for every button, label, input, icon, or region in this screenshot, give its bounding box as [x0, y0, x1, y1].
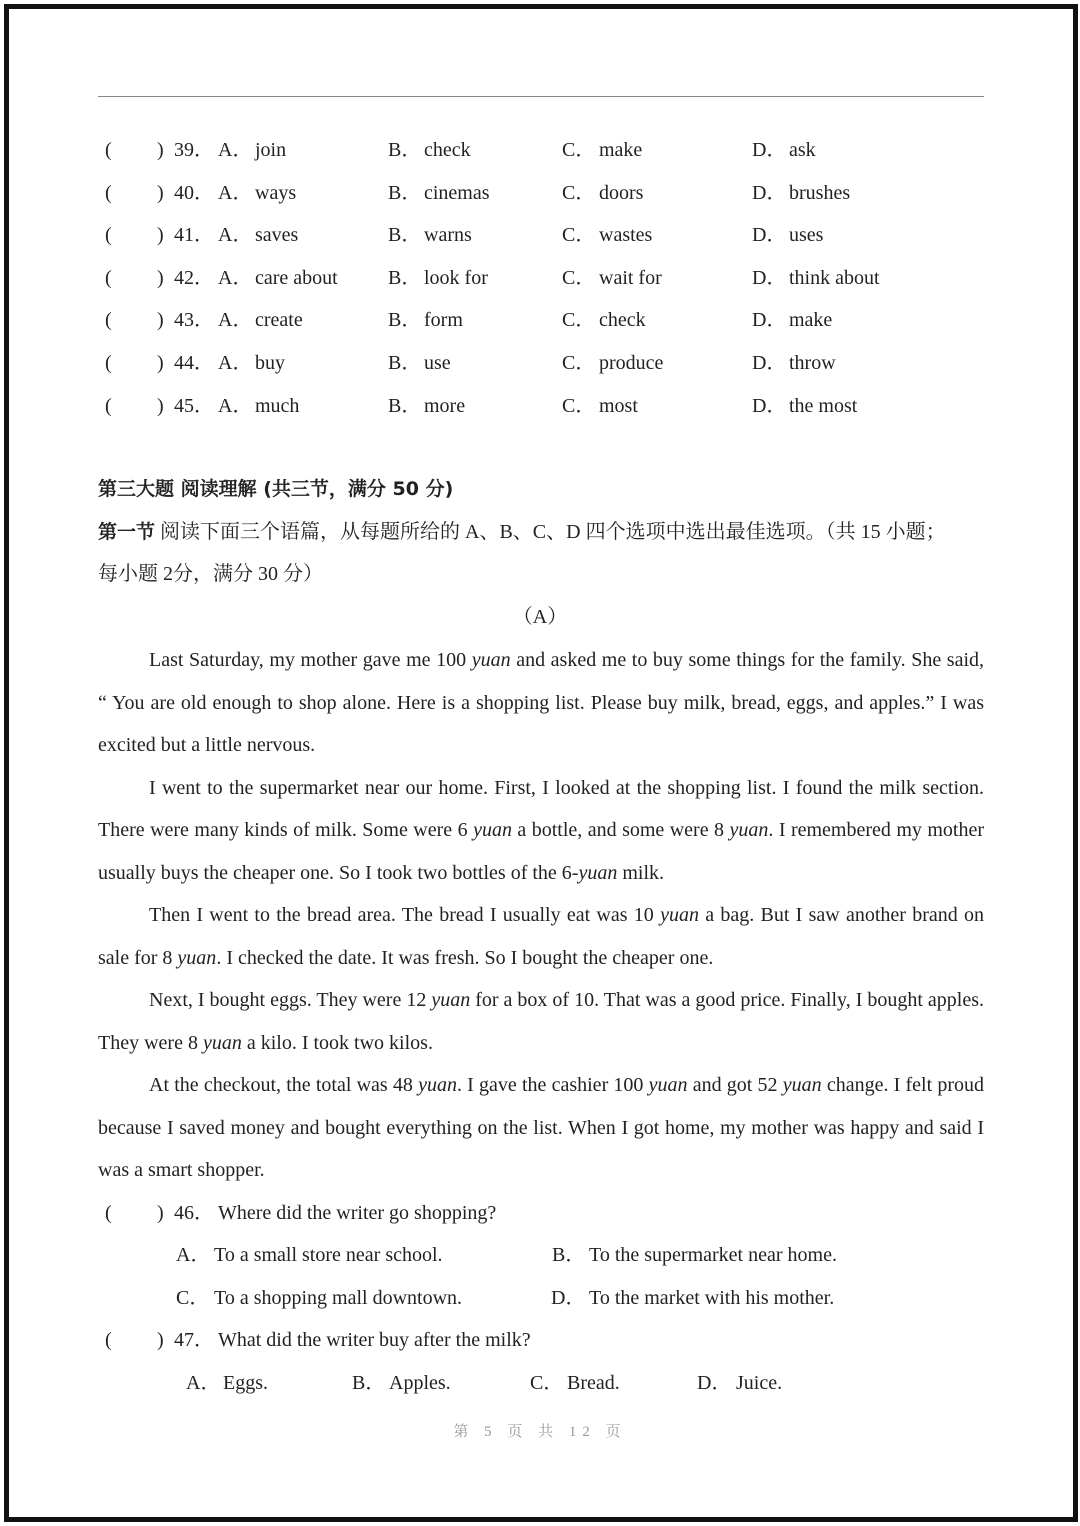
option-d: make — [789, 309, 833, 332]
option-row — [0, 129, 1080, 171]
question-text: What did the writer buy after the milk? — [218, 1329, 531, 1351]
option-letter: D． — [752, 139, 787, 161]
option-letter: A． — [176, 1244, 211, 1266]
answer-blank-close: ) — [157, 266, 164, 289]
paragraph — [98, 639, 984, 767]
section-instructions — [98, 511, 998, 554]
text-segment: a kilo. I took two kilos. — [241, 1031, 433, 1054]
option-a: ways — [255, 181, 297, 204]
currency-word: yuan — [660, 904, 699, 926]
answer-blank-open[interactable]: ( — [105, 309, 112, 332]
answer-blank-open[interactable]: ( — [105, 181, 112, 204]
question-number: 43． — [174, 309, 214, 332]
text-segment: At the checkout, the total was 48 — [149, 1074, 419, 1096]
currency-word: yuan — [177, 946, 217, 969]
option-row — [0, 299, 1080, 341]
question-number: 45． — [174, 394, 214, 417]
answer-blank-open[interactable]: ( — [105, 224, 112, 247]
answer-blank-open[interactable]: ( — [105, 1202, 112, 1224]
option-c: check — [599, 309, 646, 332]
paragraph — [98, 1064, 984, 1192]
answer-blank-open[interactable]: ( — [105, 394, 112, 417]
option-b: look for — [424, 266, 488, 289]
question-number: 46． — [174, 1202, 214, 1224]
text-segment: Last Saturday, my mother gave me 100 — [149, 649, 472, 671]
question-number: 40． — [174, 181, 214, 204]
option-row — [0, 385, 1080, 427]
option-letter: A． — [218, 224, 253, 247]
currency-word: yuan — [473, 819, 512, 841]
option-letter: B． — [388, 309, 422, 332]
option-letter: C． — [562, 266, 596, 289]
option-d: the most — [789, 394, 858, 417]
answer-blank-open[interactable]: ( — [105, 352, 112, 374]
answer-blank-close: ) — [157, 1202, 164, 1224]
option-letter: B． — [388, 181, 422, 204]
option-d: ask — [789, 139, 816, 161]
option-c: wastes — [599, 224, 653, 247]
answer-blank-close: ) — [157, 1329, 164, 1351]
option-c: wait for — [599, 266, 662, 289]
option-letter: B． — [388, 352, 422, 374]
option-a: care about — [255, 266, 338, 289]
option-text: Eggs. — [223, 1372, 268, 1394]
option-letter: C． — [530, 1372, 564, 1394]
question-row — [0, 1319, 1080, 1361]
option-letter: D． — [697, 1372, 732, 1394]
currency-word: yuan — [202, 1031, 242, 1054]
option-text: To a shopping mall downtown. — [214, 1287, 463, 1309]
question-number: 44． — [174, 352, 214, 374]
currency-word: yuan — [431, 989, 471, 1011]
currency-word: yuan — [471, 649, 511, 671]
option-letter: D． — [752, 266, 787, 289]
text-segment: milk. — [617, 861, 665, 884]
text-segment: . I remembered my mother usually buys the cheaper one. So I took two bottles of the 6- — [98, 819, 985, 884]
question-row — [0, 1192, 1080, 1234]
text-segment: . I gave the cashier 100 — [456, 1074, 649, 1096]
option-letter: C． — [562, 394, 596, 417]
option-text: To the market with his mother. — [589, 1287, 835, 1309]
answer-blank-close: ) — [157, 394, 164, 417]
sub-section-label: 第一节 — [98, 521, 156, 543]
option-letter: B． — [388, 139, 422, 161]
option-row — [0, 342, 1080, 384]
option-d: uses — [789, 224, 824, 247]
header-rule — [98, 96, 984, 97]
option-text: To the supermarket near home. — [589, 1244, 837, 1266]
option-a: saves — [255, 224, 299, 247]
answer-blank-close: ) — [157, 309, 164, 332]
answer-blank-open[interactable]: ( — [105, 1329, 112, 1351]
option-text: To a small store near school. — [214, 1244, 443, 1266]
option-text: Juice. — [736, 1372, 783, 1394]
option-b: form — [424, 309, 463, 332]
option-letter: A． — [218, 181, 253, 204]
option-letter: D． — [752, 224, 787, 247]
option-letter: B． — [388, 394, 422, 417]
paragraph — [98, 894, 984, 979]
answer-blank-close: ) — [157, 181, 164, 204]
text-segment: Then I went to the bread area. The bread I usually eat was 10 — [149, 904, 661, 926]
option-letter: B． — [388, 224, 422, 247]
option-row — [0, 214, 1080, 256]
option-d: throw — [789, 352, 836, 374]
option-letter: C． — [562, 181, 596, 204]
passage-a — [98, 639, 984, 1192]
option-letter: A． — [218, 394, 253, 417]
question-number: 39． — [174, 139, 214, 161]
option-letter: A． — [186, 1372, 221, 1394]
option-letter: D． — [551, 1287, 586, 1309]
option-letter: C． — [562, 309, 596, 332]
answer-blank-open[interactable]: ( — [105, 139, 112, 161]
option-text: Apples. — [389, 1372, 451, 1394]
paragraph — [98, 767, 984, 895]
option-d: think about — [789, 266, 880, 289]
currency-word: yuan — [418, 1074, 457, 1096]
paragraph — [98, 979, 984, 1064]
text-segment: Next, I bought eggs. They were 12 — [149, 989, 432, 1011]
option-letter: B． — [352, 1372, 386, 1394]
currency-word: yuan — [578, 861, 618, 884]
option-letter: D． — [752, 352, 787, 374]
answer-blank-close: ) — [157, 352, 164, 374]
text-segment: and asked me to buy some things for the family. She said, “ You are old enough to shop alone. Here is a shopping list. Please buy milk, bread, eggs, and apples.” I was excited but a little nervous. — [98, 649, 985, 756]
currency-word: yuan — [782, 1074, 822, 1096]
option-a: create — [255, 309, 303, 332]
question-number: 47． — [174, 1329, 214, 1351]
option-letter: C． — [562, 224, 596, 247]
text-segment: a bottle, and some were 8 — [511, 819, 730, 841]
options-row — [0, 1362, 1080, 1404]
currency-word: yuan — [729, 819, 769, 841]
options-row — [0, 1234, 1080, 1276]
option-letter: C． — [562, 352, 596, 374]
option-text: Bread. — [567, 1372, 620, 1394]
text-segment: a bag. But I saw another brand on sale for 8 — [98, 904, 985, 969]
option-a: much — [255, 394, 300, 417]
answer-blank-open[interactable]: ( — [105, 266, 112, 289]
instructions-line: 阅读下面三个语篇，从每题所给的 A、B、C、D 四个选项中选出最佳选项。（共 15 小题； — [160, 521, 946, 543]
option-letter: D． — [752, 181, 787, 204]
option-b: use — [424, 352, 451, 374]
page-footer: 第 5 页 共 12 页 — [453, 1424, 627, 1440]
text-segment: change. I felt proud because I saved money and bought everything on the list. When I got home, my mother was happy and said I was a smart shopper. — [98, 1074, 985, 1181]
question-number: 41． — [174, 224, 214, 247]
text-segment: . I checked the date. It was fresh. So I bought the cheaper one. — [216, 946, 714, 969]
option-letter: C． — [562, 139, 596, 161]
answer-blank-close: ) — [157, 224, 164, 247]
option-letter: A． — [218, 139, 253, 161]
answer-blank-close: ) — [157, 139, 164, 161]
option-c: make — [599, 139, 643, 161]
option-letter: D． — [752, 309, 787, 332]
question-text: Where did the writer go shopping? — [218, 1202, 497, 1224]
question-number: 42． — [174, 266, 214, 289]
option-letter: B． — [388, 266, 422, 289]
options-row — [0, 1277, 1080, 1319]
currency-word: yuan — [648, 1074, 688, 1096]
section-heading: 第三大题 阅读理解 (共三节，满分 50 分) — [98, 478, 454, 500]
option-letter: B． — [552, 1244, 586, 1266]
option-letter: A． — [218, 309, 253, 332]
option-d: brushes — [789, 181, 851, 204]
option-b: warns — [424, 224, 472, 247]
option-letter: A． — [218, 352, 253, 374]
text-segment: and got 52 — [687, 1074, 783, 1096]
option-a: join — [255, 139, 287, 161]
passage-title: （A） — [512, 606, 568, 628]
option-c: doors — [599, 181, 644, 204]
option-letter: D． — [752, 394, 787, 417]
option-b: check — [424, 139, 471, 161]
option-c: most — [599, 394, 638, 417]
option-a: buy — [255, 352, 285, 374]
option-c: produce — [599, 352, 664, 374]
text-segment: I went to the supermarket near our home. First, I looked at the shopping list. I found the milk section. There were many kinds of milk. Some were 6 — [98, 776, 984, 841]
option-row — [0, 172, 1080, 214]
text-segment: for a box of 10. That was a good price. Finally, I bought apples. They were 8 — [98, 989, 985, 1054]
option-row — [0, 257, 1080, 299]
option-letter: A． — [218, 266, 253, 289]
option-letter: C． — [176, 1287, 210, 1309]
option-b: cinemas — [424, 181, 490, 204]
option-b: more — [424, 394, 466, 417]
instructions-line-2: 每小题 2分，满分 30 分） — [98, 563, 323, 585]
